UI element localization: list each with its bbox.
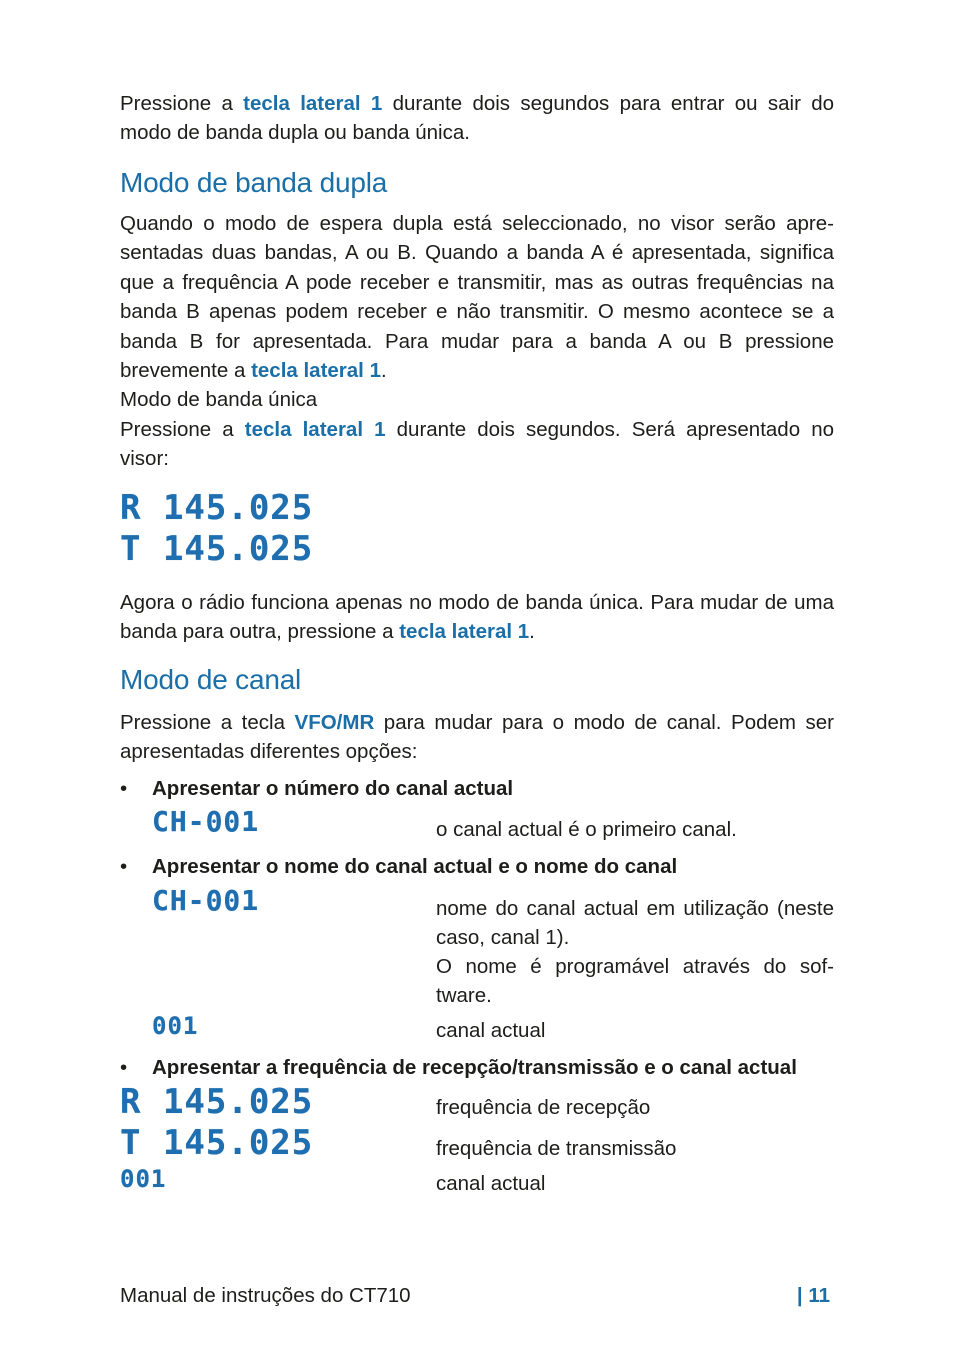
single-band-paragraph xyxy=(120,415,834,474)
channel-mode-text-pre: Pressione a tecla xyxy=(120,711,295,734)
bullet-title: Apresentar o nome do canal actual e o nome do canal xyxy=(152,855,678,878)
single-band-after-text-end: . xyxy=(529,620,535,644)
bullet-icon: • xyxy=(120,1056,128,1079)
lcd-channel-number: CH-001 xyxy=(152,884,260,917)
bullet-icon: • xyxy=(120,777,128,800)
bullet-title: Apresentar a frequência de recepção/transmissão e o canal actual xyxy=(152,1056,797,1079)
footer-manual-title: Manual de instruções do CT710 xyxy=(120,1284,411,1307)
receive-frequency-description: frequência de recepção xyxy=(436,1096,651,1119)
single-band-after-paragraph xyxy=(120,588,834,647)
vfo-mr-key-reference: VFO/MR xyxy=(294,711,375,734)
lcd-transmit-frequency: T 145.025 xyxy=(120,529,314,569)
side-key-1-reference: tecla lateral 1 xyxy=(399,620,530,644)
dual-band-text: Quando o modo de espera dupla está seleccionado, no visor serão apre-sentadas duas bandas, A ou B. Quando a banda A é apresentada, significa que a frequência A pode receber e transmitir, mas as outras frequências na banda B apenas podem receber e não transmitir. O mesmo acontece se a banda B for apresentada. Para mudar para a banda A ou B pressione brevemente a xyxy=(120,212,834,383)
dual-band-text-end: . xyxy=(380,359,387,383)
channel-mode-paragraph xyxy=(120,708,834,767)
transmit-frequency-description: frequência de transmissão xyxy=(436,1137,677,1160)
section-heading-dual-band: Modo de banda dupla xyxy=(120,167,388,198)
single-band-text-pre: Pressione a xyxy=(120,418,245,441)
single-band-after-text: Agora o rádio funciona apenas no modo de banda única. Para mudar de uma banda para outra, pressione a xyxy=(120,591,834,644)
current-channel-description: canal actual xyxy=(436,1172,546,1195)
channel-number-description: o canal actual é o primeiro canal. xyxy=(436,818,737,841)
single-band-label: Modo de banda única xyxy=(120,388,318,411)
intro-text-pre: Pressione a xyxy=(120,92,244,115)
lcd-channel-name: 001 xyxy=(152,1012,199,1040)
intro-paragraph xyxy=(120,89,834,148)
bullet-title: Apresentar o número do canal actual xyxy=(152,777,514,800)
channel-name-description: nome do canal actual em utilização (neste caso, canal 1). xyxy=(436,897,834,950)
page-number: | 11 xyxy=(796,1284,830,1307)
single-band-text-post: durante dois segundos. Será apresentado no visor: xyxy=(120,418,835,471)
dual-band-paragraph xyxy=(120,209,834,385)
lcd-channel-name: 001 xyxy=(120,1165,167,1193)
side-key-1-reference: tecla lateral 1 xyxy=(243,92,383,115)
lcd-receive-frequency: R 145.025 xyxy=(120,1082,314,1122)
lcd-channel-number: CH-001 xyxy=(152,805,260,838)
current-channel-description: canal actual xyxy=(436,1019,546,1042)
intro-text-post: durante dois segundos para entrar ou sair do modo de banda dupla ou banda única. xyxy=(120,92,835,145)
channel-name-programmable-note: O nome é programável através do sof-tware. xyxy=(436,955,834,1008)
channel-mode-text-post: para mudar para o modo de canal. Podem ser apresentadas diferentes opções: xyxy=(120,711,835,764)
section-heading-channel-mode: Modo de canal xyxy=(120,664,302,695)
lcd-transmit-frequency: T 145.025 xyxy=(120,1123,314,1163)
side-key-1-reference: tecla lateral 1 xyxy=(244,418,386,441)
bullet-icon: • xyxy=(120,855,128,878)
lcd-receive-frequency: R 145.025 xyxy=(120,488,314,528)
side-key-1-reference: tecla lateral 1 xyxy=(251,359,381,383)
